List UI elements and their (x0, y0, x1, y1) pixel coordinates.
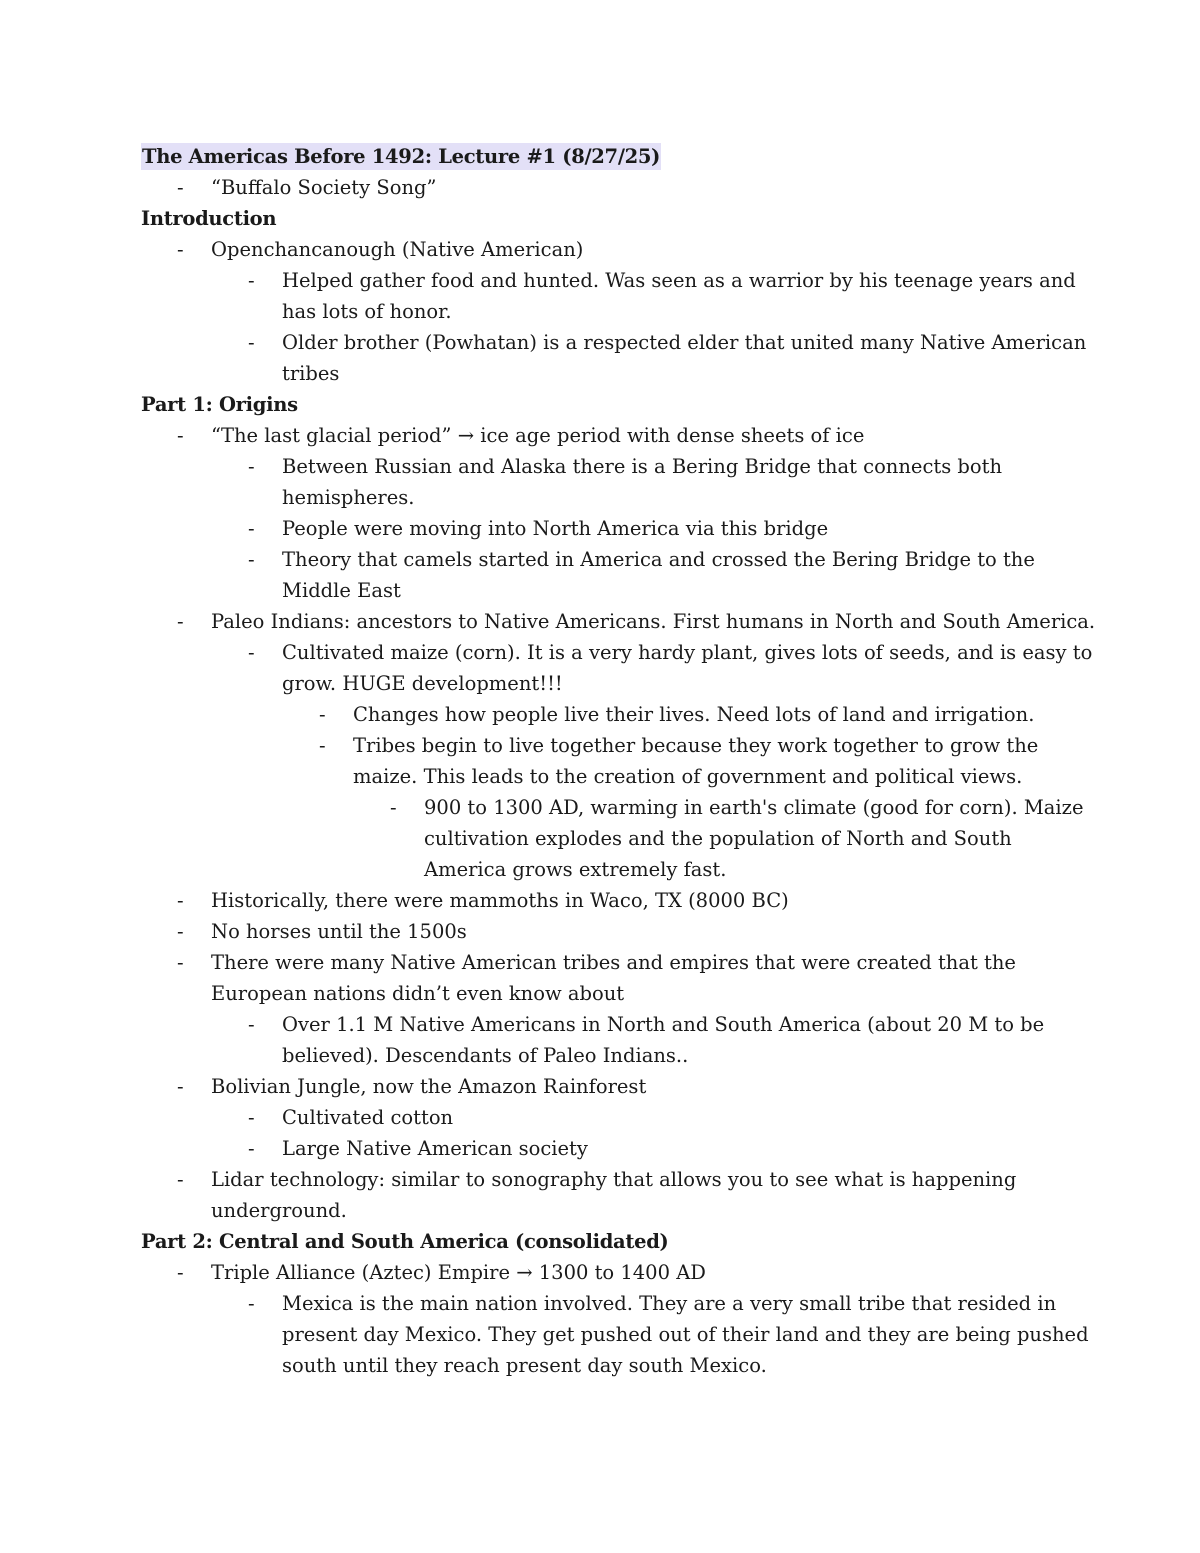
bullet-text: Changes how people live their lives. Need lots of land and irrigation. (353, 703, 1035, 726)
bullet-text: Middle East (282, 579, 401, 602)
bullet-item (141, 544, 1071, 575)
bullet-item (141, 637, 1093, 668)
bullet-text: Large Native American society (282, 1137, 588, 1160)
bullet-dash: - (248, 331, 255, 354)
bullet-dash: - (248, 455, 255, 478)
bullet-text: Openchancanough (Native American) (211, 238, 584, 261)
bullet-dash: - (390, 796, 397, 819)
bullet-dash: - (177, 424, 184, 447)
bullet-item (141, 606, 1096, 637)
bullet-continuation (141, 1195, 1071, 1226)
bullet-dash: - (177, 176, 184, 199)
bullet-text: Between Russian and Alaska there is a Bering Bridge that connects both (282, 455, 1003, 478)
bullet-text: Historically, there were mammoths in Waco, TX (8000 BC) (211, 889, 789, 912)
bullet-continuation (141, 854, 1071, 885)
bullet-continuation (141, 761, 1071, 792)
bullet-continuation (141, 575, 1071, 606)
bullet-text: present day Mexico. They get pushed out of their land and they are being pushed (282, 1323, 1089, 1346)
bullet-continuation (141, 1040, 1071, 1071)
bullet-item (141, 234, 1071, 265)
bullet-item (141, 885, 1071, 916)
bullet-text: There were many Native American tribes and empires that were created that the (211, 951, 1016, 974)
bullet-text: America grows extremely fast. (424, 858, 727, 881)
bullet-text: Mexica is the main nation involved. They are a very small tribe that resided in (282, 1292, 1057, 1315)
bullet-text: “The last glacial period” → ice age period with dense sheets of ice (211, 424, 865, 447)
section-heading: Introduction (141, 207, 277, 230)
bullet-dash: - (177, 1261, 184, 1284)
bullet-item (141, 1071, 1071, 1102)
bullet-text: Lidar technology: similar to sonography that allows you to see what is happening (211, 1168, 1017, 1191)
bullet-text: tribes (282, 362, 340, 385)
bullet-item (141, 1102, 1071, 1133)
bullet-continuation (141, 296, 1071, 327)
bullet-text: Triple Alliance (Aztec) Empire → 1300 to 1400 AD (211, 1261, 706, 1284)
bullet-dash: - (319, 703, 326, 726)
bullet-item (141, 1164, 1071, 1195)
bullet-text: European nations didn’t even know about (211, 982, 625, 1005)
bullet-text: Tribes begin to live together because they work together to grow the (353, 734, 1039, 757)
bullet-dash: - (177, 610, 184, 633)
bullet-continuation (141, 1350, 1071, 1381)
bullet-dash: - (248, 1137, 255, 1160)
bullet-dash: - (248, 1292, 255, 1315)
bullet-dash: - (177, 889, 184, 912)
bullet-item (141, 699, 1071, 730)
bullet-text: cultivation explodes and the population of North and South (424, 827, 1012, 850)
bullet-dash: - (177, 238, 184, 261)
document-title (141, 141, 1071, 172)
document-page (141, 141, 1096, 1381)
bullet-text: No horses until the 1500s (211, 920, 467, 943)
bullet-item (141, 420, 1071, 451)
bullet-item (141, 451, 1071, 482)
bullet-dash: - (248, 548, 255, 571)
bullet-dash: - (248, 641, 255, 664)
bullet-text: Bolivian Jungle, now the Amazon Rainforest (211, 1075, 647, 1098)
bullet-text: has lots of honor. (282, 300, 452, 323)
bullet-item (141, 1257, 1071, 1288)
bullet-dash: - (248, 517, 255, 540)
bullet-continuation (141, 823, 1071, 854)
bullet-continuation (141, 482, 1071, 513)
bullet-text: “Buffalo Society Song” (211, 176, 437, 199)
notes-body (141, 172, 1096, 1381)
bullet-dash: - (248, 1106, 255, 1129)
section-heading: Part 2: Central and South America (consolidated) (141, 1230, 669, 1253)
bullet-text: Paleo Indians: ancestors to Native Americans. First humans in North and South America. (211, 610, 1096, 633)
bullet-dash: - (319, 734, 326, 757)
bullet-dash: - (248, 269, 255, 292)
bullet-text: People were moving into North America via this bridge (282, 517, 829, 540)
bullet-item (141, 730, 1071, 761)
bullet-text: believed). Descendants of Paleo Indians.. (282, 1044, 689, 1067)
bullet-continuation (141, 358, 1071, 389)
bullet-continuation (141, 1319, 1089, 1350)
bullet-text: grow. HUGE development!!! (282, 672, 563, 695)
bullet-item (141, 916, 1071, 947)
bullet-item (141, 327, 1087, 358)
bullet-text: hemispheres. (282, 486, 415, 509)
bullet-text: Older brother (Powhatan) is a respected elder that united many Native American (282, 331, 1087, 354)
bullet-item (141, 947, 1071, 978)
document-title-text: The Americas Before 1492: Lecture #1 (8/27/25) (142, 145, 661, 168)
bullet-text: south until they reach present day south Mexico. (282, 1354, 767, 1377)
bullet-dash: - (177, 1168, 184, 1191)
bullet-dash: - (248, 1013, 255, 1036)
bullet-item (141, 1133, 1071, 1164)
bullet-text: Cultivated cotton (282, 1106, 454, 1129)
bullet-dash: - (177, 1075, 184, 1098)
bullet-item (141, 792, 1084, 823)
bullet-text: Helped gather food and hunted. Was seen as a warrior by his teenage years and (282, 269, 1076, 292)
bullet-item (141, 172, 1071, 203)
bullet-continuation (141, 668, 1071, 699)
bullet-item (141, 265, 1076, 296)
bullet-item (141, 1288, 1071, 1319)
bullet-item (141, 1009, 1071, 1040)
bullet-text: underground. (211, 1199, 347, 1222)
bullet-text: maize. This leads to the creation of government and political views. (353, 765, 1023, 788)
section-heading: Part 1: Origins (141, 393, 298, 416)
bullet-text: Over 1.1 M Native Americans in North and South America (about 20 M to be (282, 1013, 1045, 1036)
bullet-text: Cultivated maize (corn). It is a very hardy plant, gives lots of seeds, and is easy to (282, 641, 1093, 664)
bullet-item (141, 513, 1071, 544)
bullet-dash: - (177, 920, 184, 943)
bullet-continuation (141, 978, 1071, 1009)
bullet-text: 900 to 1300 AD, warming in earth's climate (good for corn). Maize (424, 796, 1084, 819)
bullet-text: Theory that camels started in America and crossed the Bering Bridge to the (282, 548, 1035, 571)
bullet-dash: - (177, 951, 184, 974)
